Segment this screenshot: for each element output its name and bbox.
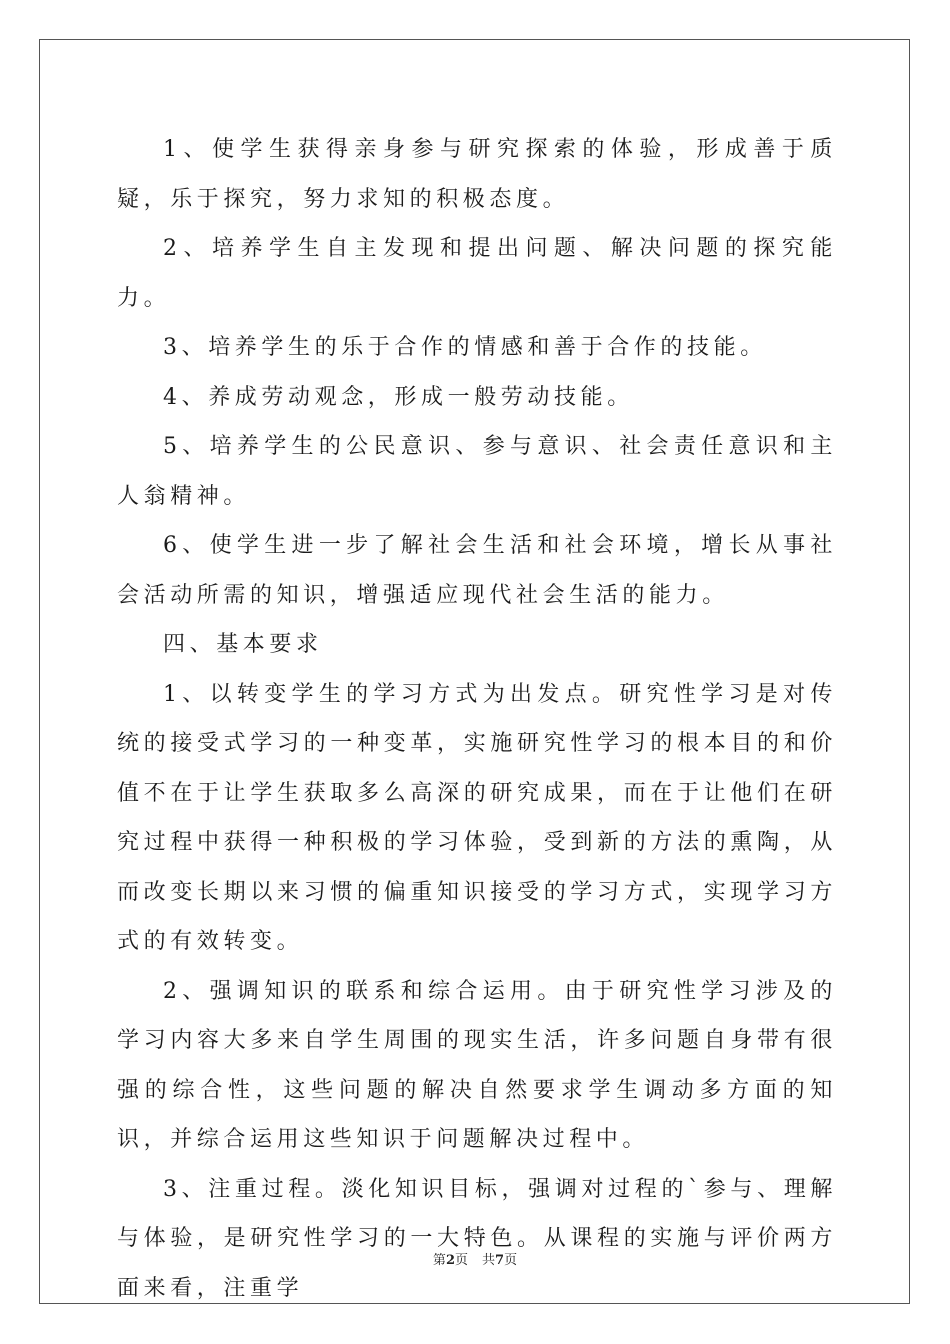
paragraph-goal-1: 1、使学生获得亲身参与研究探索的体验，形成善于质疑，乐于探究，努力求知的积极态度。 [117,137,837,212]
paragraph-goal-5: 5、培养学生的公民意识、参与意识、社会责任意识和主人翁精神。 [117,434,837,509]
paragraph-goal-4: 4、养成劳动观念，形成一般劳动技能。 [163,384,634,410]
page-suffix: 页 [454,1253,468,1268]
paragraph-goal-6: 6、使学生进一步了解社会生活和社会环境，增长从事社会活动所需的知识，增强适应现代社会生活的能力。 [117,533,837,608]
paragraph-requirement-3: 3、注重过程。淡化知识目标，强调对过程的`参与、理解与体验，是研究性学习的一大特色。从课程的实施与评价两方面来看，注重学 [117,1176,837,1301]
total-suffix: 页 [504,1253,518,1268]
paragraph-requirement-2: 2、强调知识的联系和综合运用。由于研究性学习涉及的学习内容大多来自学生周围的现实生活，许多问题自身带有很强的综合性，这些问题的解决自然要求学生调动多方面的知识，并综合运用这些知识于问题解决过程中。 [117,978,837,1152]
document-body [117,125,837,1313]
paragraph-requirement-1: 1、以转变学生的学习方式为出发点。研究性学习是对传统的接受式学习的一种变革，实施研究性学习的根本目的和价值不在于让学生获取多么高深的研究成果，而在于让他们在研究过程中获得一种积极的学习体验，受到新的方法的熏陶，从而改变长期以来习惯的偏重知识接受的学习方式，实现学习方式的有效转变。 [117,681,837,954]
section-heading-basic-requirements: 四、基本要求 [163,632,323,657]
total-page-count: 7 [495,1253,505,1268]
current-page-number: 2 [445,1253,455,1268]
page-prefix: 第 [432,1253,446,1268]
page-footer [0,1249,950,1268]
paragraph-goal-2: 2、培养学生自主发现和提出问题、解决问题的探究能力。 [117,236,837,311]
total-prefix: 共 [482,1253,496,1268]
paragraph-goal-3: 3、培养学生的乐于合作的情感和善于合作的技能。 [163,335,767,360]
